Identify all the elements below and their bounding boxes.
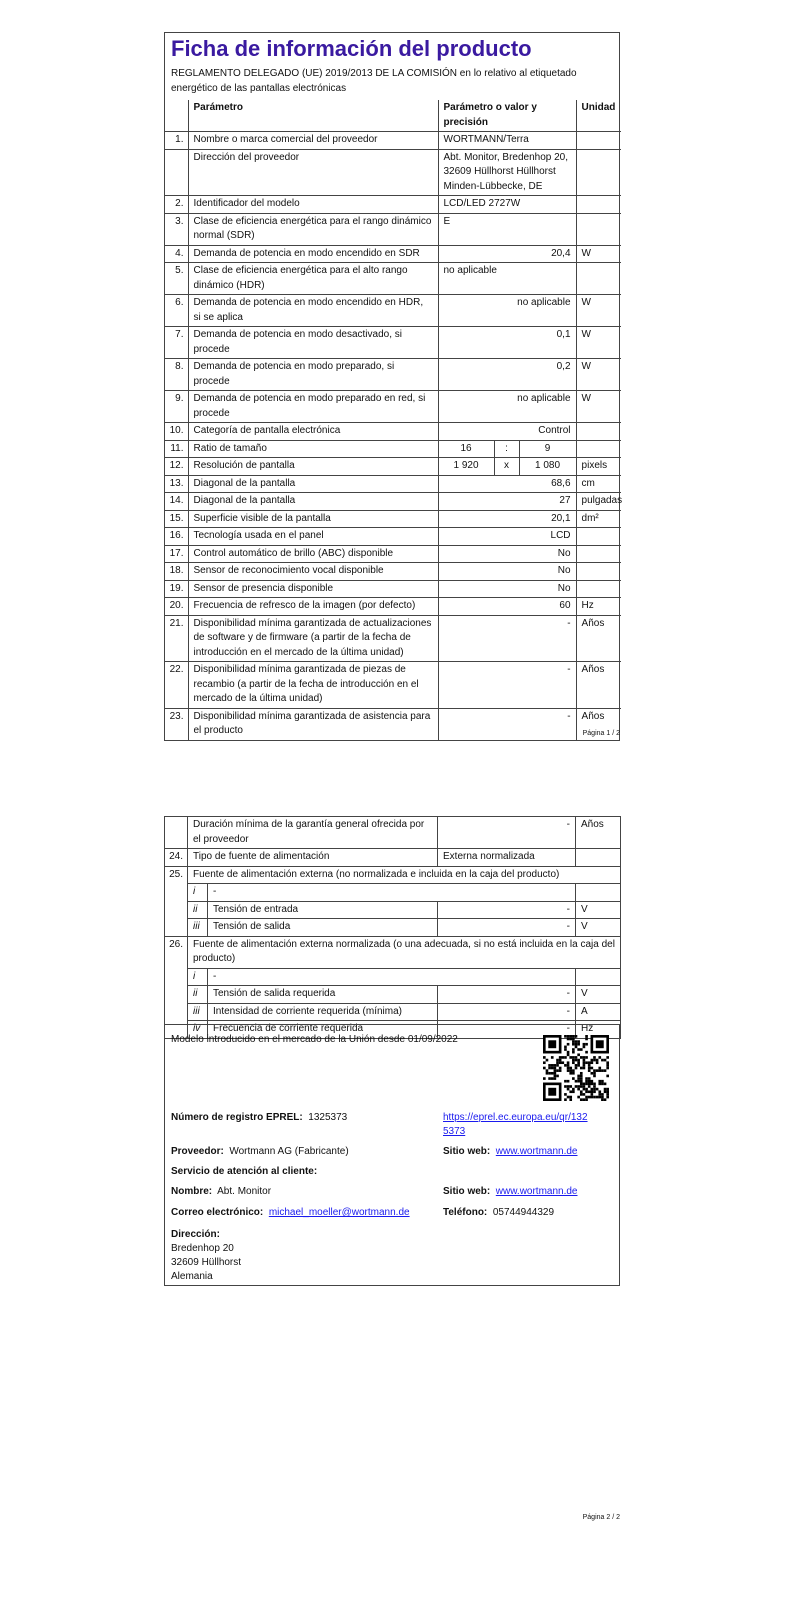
- table-row: [165, 1003, 621, 1021]
- param-label: Duración mínima de la garantía general ofrecida por el proveedor: [188, 817, 438, 849]
- param-unit: Hz: [576, 598, 621, 616]
- row-number: 5.: [165, 263, 188, 295]
- row-number: 6.: [165, 295, 188, 327]
- param-label: Frecuencia de refresco de la imagen (por defecto): [188, 598, 438, 616]
- param-label: Resolución de pantalla: [188, 458, 438, 476]
- table-row: [165, 475, 621, 493]
- param-label: Fuente de alimentación externa (no normalizada e incluida en la caja del producto): [188, 866, 621, 884]
- param-value: -: [438, 708, 576, 740]
- param-value: LCD/LED 2727W: [438, 196, 576, 214]
- param-unit: [576, 440, 621, 458]
- param-label: Ratio de tamaño: [188, 440, 438, 458]
- param-value: -: [438, 919, 576, 937]
- table-row: [165, 263, 621, 295]
- phone-number: 05744944329: [492, 1207, 555, 1218]
- sub-index: ii: [188, 986, 208, 1004]
- param-value: 1 920: [438, 458, 494, 476]
- table-row: [165, 458, 621, 476]
- row-number: 7.: [165, 327, 188, 359]
- table-row: [165, 493, 621, 511]
- product-info-sheet-page1: [164, 32, 623, 741]
- param-label: Identificador del modelo: [188, 196, 438, 214]
- table-row: [165, 936, 621, 968]
- email-link[interactable]: michael_moeller@wortmann.de: [268, 1207, 410, 1218]
- param-value: -: [438, 901, 576, 919]
- value-separator: :: [494, 440, 519, 458]
- row-number: 3.: [165, 213, 188, 245]
- page-number: Página 1 / 2: [582, 730, 620, 737]
- table-row: [165, 391, 621, 423]
- row-number: 2.: [165, 196, 188, 214]
- param-unit: Años: [576, 615, 621, 662]
- table-row: [165, 708, 621, 740]
- sub-index: iii: [188, 1003, 208, 1021]
- header-value: Parámetro o valor y precisión: [438, 100, 576, 132]
- param-label: Tensión de salida requerida: [208, 986, 438, 1004]
- param-unit: pulgadas: [576, 493, 621, 511]
- row-number: 1.: [165, 132, 188, 150]
- sub-index: iii: [188, 919, 208, 937]
- table-row: [165, 866, 621, 884]
- table-row: [165, 440, 621, 458]
- param-unit: W: [576, 245, 621, 263]
- param-value: 9: [519, 440, 576, 458]
- param-label: Nombre o marca comercial del proveedor: [188, 132, 438, 150]
- row-number: 8.: [165, 359, 188, 391]
- param-unit: V: [576, 919, 621, 937]
- row-number: 26.: [165, 936, 188, 1038]
- param-value: No: [438, 545, 576, 563]
- parameters-table: [165, 100, 621, 740]
- table-row: [165, 528, 621, 546]
- product-info-sheet-page2: [164, 816, 620, 1039]
- param-unit: [576, 580, 621, 598]
- table-row: [165, 968, 621, 986]
- param-value: -: [438, 615, 576, 662]
- param-label: Clase de eficiencia energética para el alto rango dinámico (HDR): [188, 263, 438, 295]
- param-unit: Años: [576, 817, 621, 849]
- row-number: 13.: [165, 475, 188, 493]
- row-number: 14.: [165, 493, 188, 511]
- param-label: Demanda de potencia en modo desactivado, si procede: [188, 327, 438, 359]
- param-unit: [576, 196, 621, 214]
- row-number: 20.: [165, 598, 188, 616]
- table-row: [165, 132, 621, 150]
- row-number: 12.: [165, 458, 188, 476]
- table-row: [165, 359, 621, 391]
- param-unit: cm: [576, 475, 621, 493]
- param-value: 1 080: [519, 458, 576, 476]
- param-value: LCD: [438, 528, 576, 546]
- table-row: [165, 563, 621, 581]
- param-unit: A: [576, 1003, 621, 1021]
- param-label: Demanda de potencia en modo encendido en HDR, si se aplica: [188, 295, 438, 327]
- param-value: Control: [438, 423, 576, 441]
- sub-index: ii: [188, 901, 208, 919]
- param-unit: pixels: [576, 458, 621, 476]
- website-link[interactable]: www.wortmann.de: [495, 1186, 578, 1197]
- param-value: 20,4: [438, 245, 576, 263]
- param-value: E: [438, 213, 576, 245]
- param-unit: Años: [576, 708, 621, 740]
- table-row: [165, 245, 621, 263]
- param-unit: W: [576, 295, 621, 327]
- page-number: Página 2 / 2: [582, 1514, 620, 1521]
- table-row: [165, 662, 621, 709]
- param-label: Demanda de potencia en modo preparado, si procede: [188, 359, 438, 391]
- param-value: No: [438, 563, 576, 581]
- table-row: [165, 510, 621, 528]
- param-value: 27: [438, 493, 576, 511]
- param-label: Superficie visible de la pantalla: [188, 510, 438, 528]
- row-number: 25.: [165, 866, 188, 936]
- row-number: 17.: [165, 545, 188, 563]
- sub-index: iv: [188, 1021, 208, 1039]
- table-row: [165, 196, 621, 214]
- table-row: [165, 545, 621, 563]
- website-label: Sitio web:: [443, 1146, 491, 1157]
- param-value: -: [438, 817, 576, 849]
- sub-index: i: [188, 884, 208, 902]
- market-date: Modelo introducido en el mercado de la Unión desde 01/09/2022: [171, 1034, 458, 1045]
- row-number: 21.: [165, 615, 188, 662]
- param-label: Tensión de salida: [208, 919, 438, 937]
- param-value: 0,2: [438, 359, 576, 391]
- param-unit: V: [576, 986, 621, 1004]
- eprel-link[interactable]: https://eprel.ec.europa.eu/qr/1325373: [443, 1112, 588, 1137]
- table-row: [165, 919, 621, 937]
- table-row: [165, 327, 621, 359]
- param-label: Dirección del proveedor: [188, 149, 438, 196]
- row-number: 22.: [165, 662, 188, 709]
- param-unit: [576, 132, 621, 150]
- param-value: no aplicable: [438, 295, 576, 327]
- table-row: [165, 817, 621, 849]
- row-number: 9.: [165, 391, 188, 423]
- row-number: 18.: [165, 563, 188, 581]
- param-unit: dm²: [576, 510, 621, 528]
- param-label: Demanda de potencia en modo encendido en SDR: [188, 245, 438, 263]
- param-value: 16: [438, 440, 494, 458]
- param-label: -: [208, 968, 576, 986]
- address-line: 32609 Hüllhorst: [171, 1257, 242, 1268]
- param-unit: Hz: [576, 1021, 621, 1039]
- param-value: 68,6: [438, 475, 576, 493]
- param-unit: W: [576, 327, 621, 359]
- param-label: Diagonal de la pantalla: [188, 475, 438, 493]
- param-value: No: [438, 580, 576, 598]
- power-supply-table: [164, 816, 621, 1039]
- row-number: 19.: [165, 580, 188, 598]
- address-line: Bredenhop 20: [171, 1243, 234, 1254]
- param-unit: [576, 149, 621, 196]
- header-num: [165, 100, 188, 132]
- header-unit: Unidad: [576, 100, 621, 132]
- supplier-name: Wortmann AG (Fabricante): [229, 1146, 349, 1157]
- param-label: Demanda de potencia en modo preparado en red, si procede: [188, 391, 438, 423]
- regulation-subtitle: REGLAMENTO DELEGADO (UE) 2019/2013 DE LA COMISIÓN en lo relativo al etiquetado energético de las pantallas electrónicas: [171, 68, 577, 94]
- param-unit: [576, 213, 621, 245]
- table-row: [165, 884, 621, 902]
- table-row: [165, 213, 621, 245]
- param-value: -: [438, 1021, 576, 1039]
- param-unit: [576, 545, 621, 563]
- param-label: Sensor de reconocimiento vocal disponible: [188, 563, 438, 581]
- value-separator: x: [494, 458, 519, 476]
- param-unit: [576, 528, 621, 546]
- email-label: Correo electrónico:: [171, 1207, 264, 1218]
- address-label: Dirección:: [171, 1229, 220, 1240]
- eprel-number: 1325373: [308, 1112, 348, 1123]
- table-row: [165, 849, 621, 867]
- param-label: Tecnología usada en el panel: [188, 528, 438, 546]
- param-label: Intensidad de corriente requerida (mínima): [208, 1003, 438, 1021]
- param-label: Tensión de entrada: [208, 901, 438, 919]
- param-label: Diagonal de la pantalla: [188, 493, 438, 511]
- phone-label: Teléfono:: [443, 1207, 488, 1218]
- param-label: Control automático de brillo (ABC) disponible: [188, 545, 438, 563]
- param-value: -: [438, 1003, 576, 1021]
- address-line: Alemania: [171, 1271, 213, 1282]
- row-number: 4.: [165, 245, 188, 263]
- table-row: [165, 986, 621, 1004]
- param-value: WORTMANN/Terra: [438, 132, 576, 150]
- row-number: 23.: [165, 708, 188, 740]
- page-title: Ficha de información del producto: [171, 36, 532, 61]
- contact-name-label: Nombre:: [171, 1186, 213, 1197]
- website-link[interactable]: www.wortmann.de: [495, 1146, 578, 1157]
- param-label: Fuente de alimentación externa normalizada (o una adecuada, si no está incluida en la caja del producto): [188, 936, 621, 968]
- param-label: Disponibilidad mínima garantizada de piezas de recambio (a partir de la fecha de introducción en el mercado de la última unidad): [188, 662, 438, 709]
- param-unit: [576, 423, 621, 441]
- qr-code-icon[interactable]: [543, 1035, 609, 1101]
- param-value: 60: [438, 598, 576, 616]
- table-row: [165, 149, 621, 196]
- param-value: 20,1: [438, 510, 576, 528]
- param-label: Tipo de fuente de alimentación: [188, 849, 438, 867]
- row-number: 11.: [165, 440, 188, 458]
- supplier-label: Proveedor:: [171, 1146, 224, 1157]
- row-number: 10.: [165, 423, 188, 441]
- website-label: Sitio web:: [443, 1186, 491, 1197]
- param-label: Frecuencia de corriente requerida: [208, 1021, 438, 1039]
- supplier-info-box: [164, 1024, 620, 1286]
- row-number: 15.: [165, 510, 188, 528]
- param-label: Disponibilidad mínima garantizada de asistencia para el producto: [188, 708, 438, 740]
- customer-service-label: Servicio de atención al cliente:: [171, 1166, 318, 1177]
- param-unit: [576, 263, 621, 295]
- param-label: Sensor de presencia disponible: [188, 580, 438, 598]
- param-label: Clase de eficiencia energética para el rango dinámico normal (SDR): [188, 213, 438, 245]
- param-unit: W: [576, 359, 621, 391]
- sub-index: i: [188, 968, 208, 986]
- table-row: [165, 901, 621, 919]
- table-row: [165, 423, 621, 441]
- eprel-label: Número de registro EPREL:: [171, 1112, 303, 1123]
- param-label: Categoría de pantalla electrónica: [188, 423, 438, 441]
- param-label: -: [208, 884, 576, 902]
- param-value: 0,1: [438, 327, 576, 359]
- param-value: -: [438, 986, 576, 1004]
- param-unit: W: [576, 391, 621, 423]
- row-number: 24.: [165, 849, 188, 867]
- table-row: [165, 295, 621, 327]
- param-value: Externa normalizada: [438, 849, 576, 867]
- row-number: [165, 149, 188, 196]
- header-param: Parámetro: [188, 100, 438, 132]
- contact-name: Abt. Monitor: [217, 1186, 272, 1197]
- table-row: [165, 615, 621, 662]
- param-unit: Años: [576, 662, 621, 709]
- param-value: no aplicable: [438, 263, 576, 295]
- param-unit: [576, 563, 621, 581]
- param-value: no aplicable: [438, 391, 576, 423]
- row-number: 16.: [165, 528, 188, 546]
- table-row: [165, 580, 621, 598]
- param-unit: V: [576, 901, 621, 919]
- param-label: Disponibilidad mínima garantizada de actualizaciones de software y de firmware (a partir de la fecha de introducción en el mercado de la última unidad): [188, 615, 438, 662]
- table-row: [165, 598, 621, 616]
- param-value: Abt. Monitor, Bredenhop 20, 32609 Hüllhorst Hüllhorst Minden-Lübbecke, DE: [438, 149, 576, 196]
- param-value: -: [438, 662, 576, 709]
